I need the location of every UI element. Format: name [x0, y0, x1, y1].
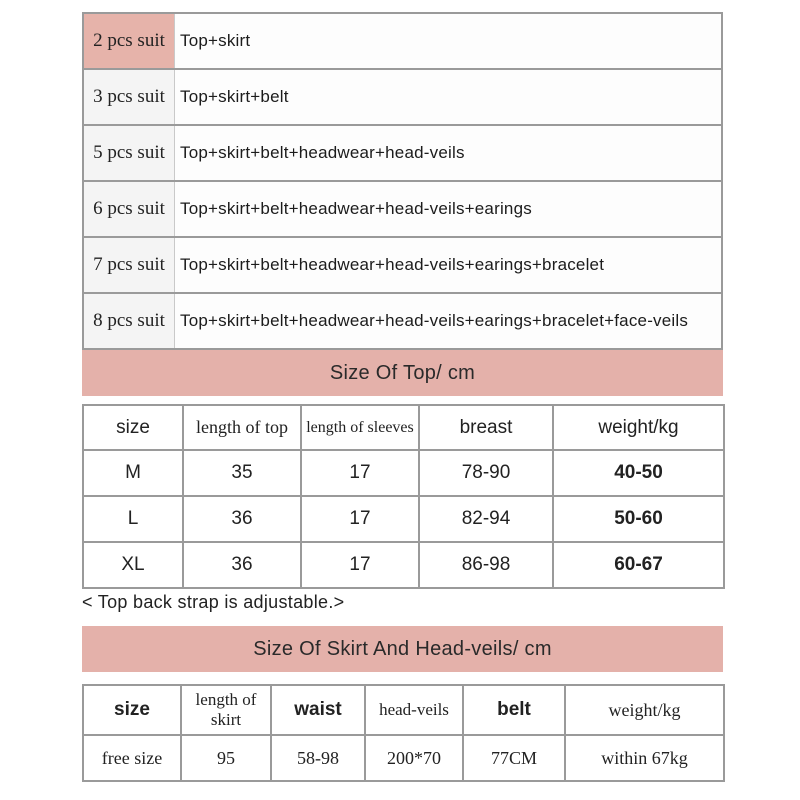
- header-cell: size: [83, 685, 181, 735]
- suit-row-8pcs: [84, 294, 721, 350]
- suit-items: Top+skirt+belt: [175, 70, 721, 124]
- value-cell: 36: [183, 542, 301, 588]
- value-cell: 200*70: [365, 735, 463, 781]
- suit-items: Top+skirt: [175, 14, 721, 68]
- value-cell: 36: [183, 496, 301, 542]
- value-cell: 17: [301, 450, 419, 496]
- suit-row-5pcs: [84, 126, 721, 182]
- suit-label: 6 pcs suit: [84, 182, 175, 236]
- skirt-size-title: Size Of Skirt And Head-veils/ cm: [82, 626, 723, 672]
- size-cell: L: [83, 496, 183, 542]
- header-cell: breast: [419, 405, 553, 450]
- weight-cell: within 67kg: [565, 735, 724, 781]
- value-cell: 86-98: [419, 542, 553, 588]
- suit-options-table: [82, 12, 723, 350]
- suit-label: 2 pcs suit: [84, 14, 175, 68]
- value-cell: 77CM: [463, 735, 565, 781]
- table-header-row: [83, 405, 724, 450]
- suit-items: Top+skirt+belt+headwear+head-veils: [175, 126, 721, 180]
- strap-note: < Top back strap is adjustable.>: [82, 592, 345, 612]
- size-cell: free size: [83, 735, 181, 781]
- suit-row-3pcs: [84, 70, 721, 126]
- suit-label: 3 pcs suit: [84, 70, 175, 124]
- header-cell: head-veils: [365, 685, 463, 735]
- header-cell: size: [83, 405, 183, 450]
- table-header-row: [83, 685, 724, 735]
- table-row: [83, 735, 724, 781]
- top-size-table: [82, 404, 725, 589]
- weight-cell: 60-67: [553, 542, 724, 588]
- suit-label: 5 pcs suit: [84, 126, 175, 180]
- table-row: [83, 542, 724, 588]
- skirt-size-table: [82, 684, 725, 782]
- header-cell: length of top: [183, 405, 301, 450]
- suit-items: Top+skirt+belt+headwear+head-veils+earings+bracelet: [175, 238, 721, 292]
- suit-row-6pcs: [84, 182, 721, 238]
- value-cell: 58-98: [271, 735, 365, 781]
- value-cell: 17: [301, 542, 419, 588]
- header-cell: belt: [463, 685, 565, 735]
- table-row: [83, 450, 724, 496]
- value-cell: 95: [181, 735, 271, 781]
- weight-cell: 40-50: [553, 450, 724, 496]
- size-cell: XL: [83, 542, 183, 588]
- weight-cell: 50-60: [553, 496, 724, 542]
- suit-items: Top+skirt+belt+headwear+head-veils+earings: [175, 182, 721, 236]
- header-cell: weight/kg: [565, 685, 724, 735]
- header-cell: weight/kg: [553, 405, 724, 450]
- size-cell: M: [83, 450, 183, 496]
- suit-label: 7 pcs suit: [84, 238, 175, 292]
- header-cell: length of sleeves: [301, 405, 419, 450]
- suit-label: 8 pcs suit: [84, 294, 175, 348]
- value-cell: 17: [301, 496, 419, 542]
- suit-items: Top+skirt+belt+headwear+head-veils+earings+bracelet+face-veils: [175, 294, 721, 348]
- suit-row-7pcs: [84, 238, 721, 294]
- header-cell: waist: [271, 685, 365, 735]
- table-row: [83, 496, 724, 542]
- value-cell: 35: [183, 450, 301, 496]
- suit-row-2pcs: [84, 12, 721, 70]
- value-cell: 82-94: [419, 496, 553, 542]
- top-size-title: Size Of Top/ cm: [82, 350, 723, 396]
- value-cell: 78-90: [419, 450, 553, 496]
- header-cell: length of skirt: [181, 685, 271, 735]
